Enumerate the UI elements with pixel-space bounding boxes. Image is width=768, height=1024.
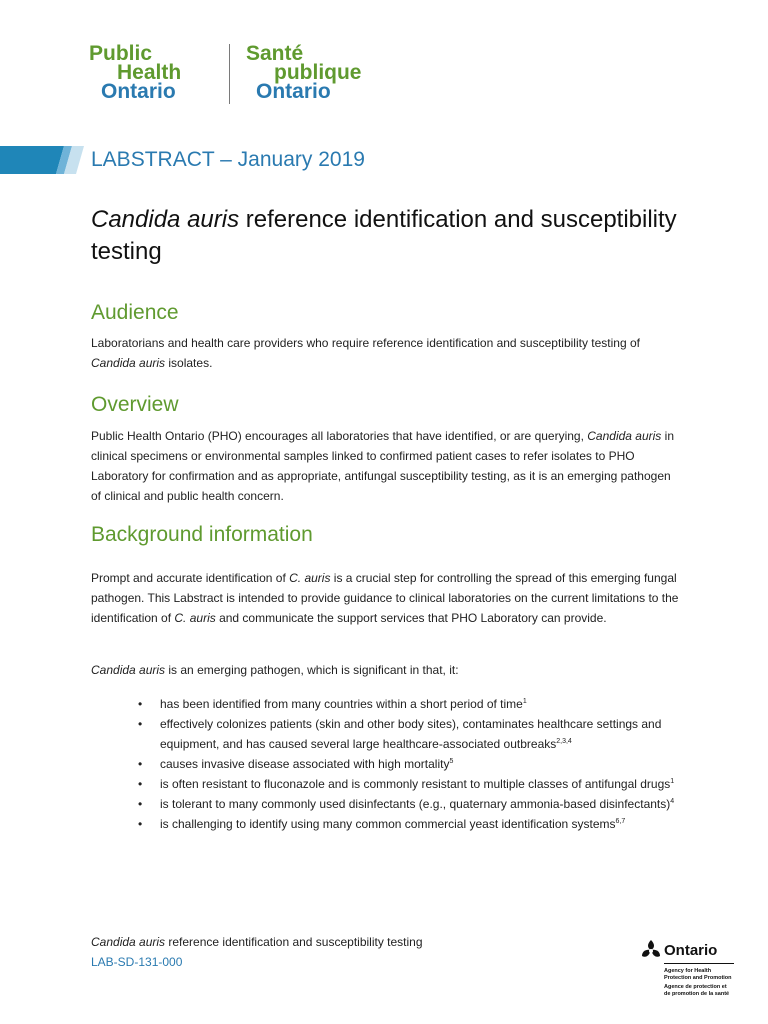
list-item xyxy=(138,794,700,814)
title-rest: reference identification and susceptibility testing xyxy=(91,206,677,265)
title-italic: Candida auris xyxy=(91,206,240,233)
bg-p1-italic2: C. auris xyxy=(174,611,216,625)
pho-logo-french xyxy=(246,44,362,101)
footer-title-italic: Candida auris xyxy=(91,935,166,949)
bg-p1-b: is a crucial step for controlling the spread of this emerging fungal pathogen. This Labstract is intended to provide guidance to clinical laboratories on the current limitations to the identification of xyxy=(91,571,679,625)
list-item-text: is challenging to identify using many common commercial yeast identification systems xyxy=(160,817,616,831)
ontario-logo-fr2: de promotion de la santé xyxy=(664,991,730,997)
list-item-text: effectively colonizes patients (skin and other body sites), contaminates healthcare settings and equipment, and has caused several large healthcare-associated outbreaks xyxy=(160,717,662,751)
list-item xyxy=(138,694,700,714)
list-item xyxy=(138,714,700,754)
list-item-text: is tolerant to many commonly used disinfectants (e.g., quaternary ammonia-based disinfectants) xyxy=(160,797,671,811)
citation-sup: 4 xyxy=(670,798,675,805)
logo-fr-line2: publique xyxy=(274,61,362,84)
list-item xyxy=(138,814,700,834)
background-paragraph-2 xyxy=(91,660,681,680)
bg-p1-c: and communicate the support services that PHO Laboratory can provide. xyxy=(215,611,607,625)
bullet-icon: • xyxy=(138,757,143,771)
ontario-wordmark: Ontario xyxy=(664,942,718,959)
bullet-icon: • xyxy=(138,817,143,831)
bullet-icon: • xyxy=(138,777,143,791)
logo-en-line2: Health xyxy=(117,61,182,84)
overview-text2: in clinical specimens or environmental samples linked to confirmed patient cases to refer isolates to PHO Laboratory for confirmation and as appropriate, antifungal susceptibility testing, as it is an emerging pathogen of clinical and public health concern. xyxy=(91,429,674,503)
citation-sup: 1 xyxy=(670,778,675,785)
document-title xyxy=(91,204,691,268)
audience-paragraph xyxy=(91,333,681,373)
banner-stripes xyxy=(0,146,84,174)
ontario-logo-fr1: Agence de protection et xyxy=(664,984,727,990)
list-item-text: has been identified from many countries within a short period of time xyxy=(160,697,523,711)
bullet-icon: • xyxy=(138,717,143,731)
audience-heading: Audience xyxy=(91,301,179,324)
audience-italic: Candida auris xyxy=(91,356,166,370)
overview-italic: Candida auris xyxy=(587,429,662,443)
logo-fr-line1: Santé xyxy=(246,42,304,65)
logo-en-line3: Ontario xyxy=(101,80,176,103)
citation-sup: 2,3,4 xyxy=(556,738,572,745)
list-item xyxy=(138,774,700,794)
list-item-text: is often resistant to fluconazole and is commonly resistant to multiple classes of antifungal drugs xyxy=(160,777,671,791)
audience-text: Laboratorians and health care providers who require reference identification and susceptibility testing of xyxy=(91,336,640,350)
overview-paragraph xyxy=(91,426,681,506)
background-paragraph-1 xyxy=(91,568,681,628)
ontario-logo xyxy=(640,938,740,1022)
overview-heading: Overview xyxy=(91,393,179,416)
logo-divider xyxy=(229,44,230,104)
pho-logo-english xyxy=(89,44,181,101)
footer-title xyxy=(91,935,423,949)
citation-sup: 6,7 xyxy=(615,818,626,825)
trillium-icon xyxy=(640,938,662,962)
bg-p2-rest: is an emerging pathogen, which is significant in that, it: xyxy=(165,663,459,677)
audience-text-end: isolates. xyxy=(165,356,213,370)
ontario-logo-rule xyxy=(664,963,734,964)
citation-sup: 5 xyxy=(449,758,454,765)
bg-p1-a: Prompt and accurate identification of xyxy=(91,571,290,585)
citation-sup: 1 xyxy=(522,698,527,705)
footer-document-code: LAB-SD-131-000 xyxy=(91,955,183,969)
bg-p1-italic1: C. auris xyxy=(289,571,331,585)
footer-title-rest: reference identification and susceptibility testing xyxy=(165,935,423,949)
overview-text1: Public Health Ontario (PHO) encourages all laboratories that have identified, or are querying, xyxy=(91,429,588,443)
list-item-text: causes invasive disease associated with high mortality xyxy=(160,757,450,771)
significance-list xyxy=(138,694,700,834)
ontario-logo-en2: Protection and Promotion xyxy=(664,975,732,981)
background-heading: Background information xyxy=(91,523,313,546)
ontario-logo-en1: Agency for Health xyxy=(664,968,712,974)
bullet-icon: • xyxy=(138,797,143,811)
logo-fr-line3: Ontario xyxy=(256,80,331,103)
bullet-icon: • xyxy=(138,697,143,711)
labstract-heading: LABSTRACT – January 2019 xyxy=(91,148,365,171)
logo-en-line1: Public xyxy=(89,42,153,65)
bg-p2-italic: Candida auris xyxy=(91,663,166,677)
list-item xyxy=(138,754,700,774)
